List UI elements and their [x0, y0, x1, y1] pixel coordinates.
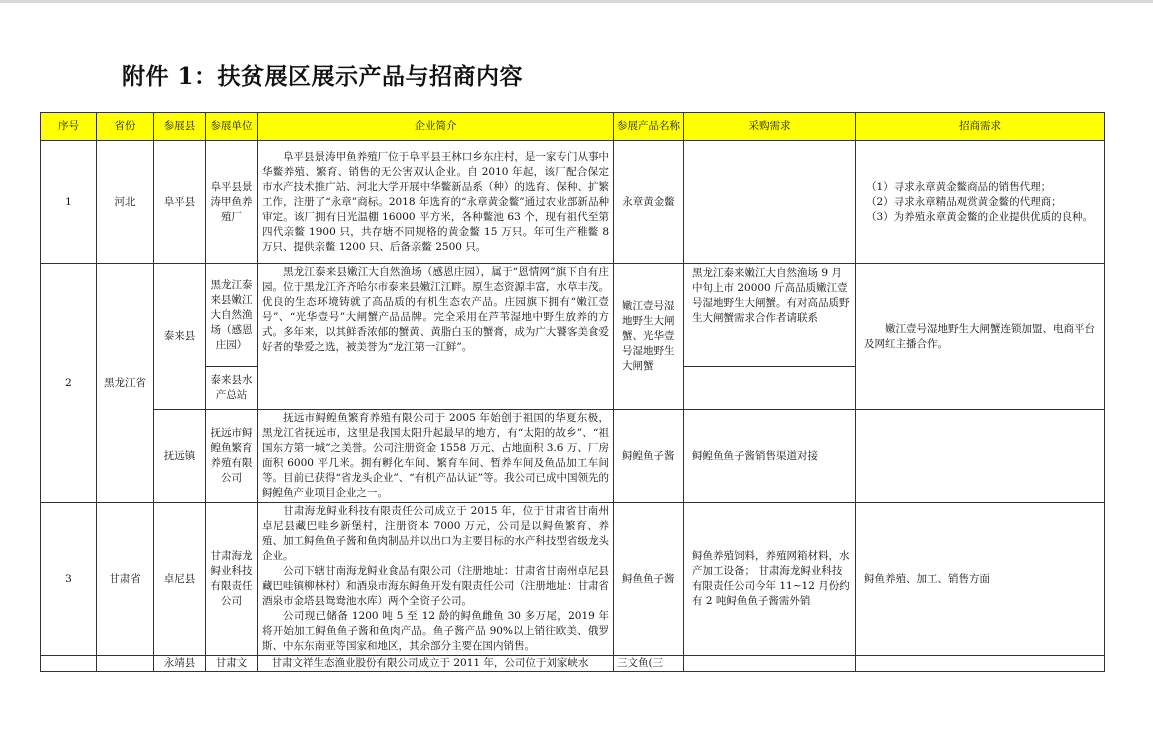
- cell-county: 阜平县: [154, 141, 206, 264]
- intro-text: 阜平县景涛甲鱼养殖厂位于阜平县王林口乡东庄村，是一家专门从事中华鳖养殖、繁育、销售的无公害双认企业。自 2010 年起，该厂配合保定市水产技术推广站、河北大学开展中华鳖新品系（种）的选育、保种、扩繁工作，注册了“永章”商标。2018 年选育的“永章黄金鳖”通过农业部新品种审定。该厂拥有日光温棚 16000 平方米，各种鳖池 63 个，现有祖代至第四代亲鳖 1900 只，共存塘不同规格的黄金鳖 15 万只。年可生产稚鳖 8 万只、提供亲鳖 1200 只、后备亲鳖 2500 只。: [262, 150, 609, 253]
- intro-paragraph: 公司现已储备 1200 吨 5 至 12 龄的鲟鱼雌鱼 30 多万尾，2019 年将开始加工鲟鱼鱼子酱和鱼肉产品。鱼子酱产品 90%以上销往欧美、俄罗斯、中东东南亚等国家和地区，其余部分主要在国内销售。: [262, 610, 609, 652]
- cell-product: 鲟鱼鱼子酱: [614, 503, 684, 656]
- table-row: [41, 503, 1105, 656]
- table-row: [41, 410, 1105, 503]
- cell-no: 3: [41, 503, 97, 656]
- cell-invest-empty: [856, 656, 1105, 672]
- cell-product: 鲟鳇鱼子酱: [614, 410, 684, 503]
- invest-line: （3）为养殖永章黄金鳖的企业提供优质的良种。: [866, 210, 1094, 223]
- cell-province: 甘肃省: [97, 503, 154, 656]
- cell-province: 黑龙江省: [97, 264, 154, 503]
- cell-intro: [258, 141, 614, 264]
- cell-product: 三文鱼(三: [614, 656, 684, 672]
- cell-unit: 泰来县水产总站: [206, 367, 258, 410]
- cell-province-empty: [97, 656, 154, 672]
- cell-county: 永靖县: [154, 656, 206, 672]
- intro-text: 抚远市鲟鳇鱼繁育养殖有限公司于 2005 年始创于祖国的华夏东极，黑龙江省抚远市，这里是我国太阳升起最早的地方，有“太阳的故乡”、“祖国东方第一城”之美誉。公司注册资金 1558 万元、占地面积 3.6 万、厂房面积 6000 平几米。拥有孵化车间、繁育车间、暂养车间及鱼品加工车间等。目前已获得“省龙头企业”、“有机产品认证”等。我公司已成中国领先的鲟鳇鱼产业项目企业之一。: [262, 412, 609, 499]
- invest-line: （2）寻求永章精品观赏黄金鳖的代理商；: [866, 195, 1062, 208]
- cell-intro: 甘肃文祥生态渔业股份有限公司成立于 2011 年，公司位于刘家峡水: [258, 656, 614, 672]
- intro-paragraph: 甘肃海龙鲟业科技有限责任公司成立于 2015 年，位于甘肃省甘南州卓尼县藏巴哇乡新堡村，注册资本 7000 万元，公司是以鲟鱼繁育、养殖、加工鲟鱼鱼子酱和鱼肉制品并以出口为主要目标的水产科技型省级龙头企业。: [262, 505, 609, 562]
- cell-unit: 阜平县景涛甲鱼养殖厂: [206, 141, 258, 264]
- cell-invest: [856, 264, 1105, 410]
- header-unit: 参展单位: [206, 113, 258, 141]
- cell-purchase: 鲟鱼养殖饲料，养殖网箱材料，水产加工设备； 甘肃海龙鲟业科技有限责任公司今年 11~12 月份约有 2 吨鲟鱼鱼子酱需外销: [684, 503, 856, 656]
- cell-no-empty: [41, 656, 97, 672]
- cell-unit: 甘肃海龙鲟业科技有限责任公司: [206, 503, 258, 656]
- header-intro: 企业简介: [258, 113, 614, 141]
- header-row: [41, 113, 1105, 141]
- header-product: 参展产品名称: [614, 113, 684, 141]
- cell-purchase: 鲟鳇鱼鱼子酱销售渠道对接: [684, 410, 856, 503]
- cell-invest: [856, 141, 1105, 264]
- invest-text: 嫩江壹号湿地野生大闸蟹连锁加盟、电商平台及网红主播合作。: [864, 322, 1095, 350]
- cell-no: 1: [41, 141, 97, 264]
- cell-invest-empty: [856, 410, 1105, 503]
- exhibit-table: [40, 112, 1105, 672]
- header-purchase: 采购需求: [684, 113, 856, 141]
- intro-paragraph: 公司下辖甘南海龙鲟业食品有限公司（注册地址：甘肃省甘南州卓尼县藏巴哇镇柳林村）和酒泉市海东鲟鱼开发有限责任公司（注册地址：甘肃省酒泉市金塔县鸳鸯池水库）两个全资子公司。: [262, 565, 609, 607]
- cell-purchase: [684, 141, 856, 264]
- header-province: 省份: [97, 113, 154, 141]
- cell-intro: [258, 503, 614, 656]
- cell-no: 2: [41, 264, 97, 503]
- cell-purchase-empty: [684, 367, 856, 410]
- cell-product: 嫩江壹号湿地野生大闸蟹、光华壹号湿地野生大闸蟹: [614, 264, 684, 410]
- page-title: 附件 1：扶贫展区展示产品与招商内容: [122, 63, 524, 90]
- invest-line: （1）寻求永章黄金鳖商品的销售代理；: [866, 180, 1052, 193]
- header-invest: 招商需求: [856, 113, 1105, 141]
- table-row: [41, 656, 1105, 672]
- cell-intro: [258, 410, 614, 503]
- table-row: [41, 141, 1105, 264]
- table-row: [41, 264, 1105, 367]
- cell-unit: 甘肃文: [206, 656, 258, 672]
- cell-province: 河北: [97, 141, 154, 264]
- cell-county: 泰来县: [154, 264, 206, 410]
- cell-intro: [258, 264, 614, 410]
- cell-unit: 黑龙江泰来县嫩江大自然渔场（感恩庄园）: [206, 264, 258, 367]
- top-border: [0, 0, 1153, 3]
- cell-purchase-empty: [684, 656, 856, 672]
- cell-county: 抚远镇: [154, 410, 206, 503]
- cell-unit: 抚远市鲟鳇鱼繁育养殖有限公司: [206, 410, 258, 503]
- cell-county: 卓尼县: [154, 503, 206, 656]
- header-no: 序号: [41, 113, 97, 141]
- cell-product: 永章黄金鳖: [614, 141, 684, 264]
- header-county: 参展县: [154, 113, 206, 141]
- cell-purchase: 黑龙江泰来嫩江大自然渔场 9 月中旬上市 20000 斤高品质嫩江壹号湿地野生大闸蟹。有对高品质野生大闸蟹需求合作者请联系: [684, 264, 856, 367]
- cell-invest: 鲟鱼养殖、加工、销售方面: [856, 503, 1105, 656]
- intro-text: 黑龙江泰来县嫩江大自然渔场（感恩庄园），属于“恩情网”旗下自有庄园。位于黑龙江齐齐哈尔市泰来县嫩江江畔。原生态资源丰富，水草丰茂。优良的生态环境铸就了高品质的有机生态农产品。庄园旗下拥有“嫩江壹号”、“光华壹号”大闸蟹产品品牌。完全采用在芦苇湿地中野生放养的方式。多年来，以其鲜香浓郁的蟹黄、黄脂白玉的蟹膏，成为广大饕客美食爱好者的挚爱之选，被美誉为“龙江第一江鲜”。: [262, 266, 609, 353]
